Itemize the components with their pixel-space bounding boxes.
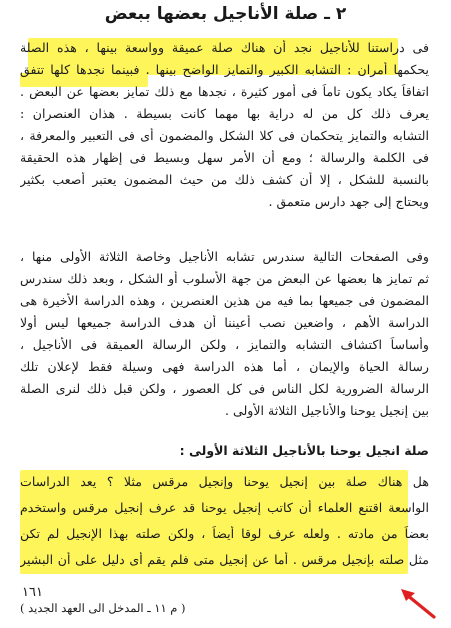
text-line: هل هناك صلة بين إنجيل يوحنا وإنجيل مرقس مثلا ؟ يعد الدراسات <box>20 474 429 489</box>
text-line: يعرف ذلك كل من له دراية بها مهما كانت بسيطة . هذان العنصران : <box>20 106 429 121</box>
text-line: المضمون فى جميعها بما فيه من هذين العنصرين ، وهذه الدراسة الأخيرة هى <box>20 293 429 308</box>
text-line: وأساساً اكتشاف التشابه والتمايز ، ولكن الرسالة العميقة فى الأناجيل ، <box>20 337 429 352</box>
section-subheading: صلة انجيل يوحنا بالأناجيل الثلاثة الأولى : <box>179 443 429 458</box>
text-line: بعضاً من مادته . ولعله عرف لوقا أيضاً ، ولكن صلته بهذا الإنجيل لم تكن <box>20 526 429 541</box>
text-line: بين إنجيل يوحنا والأناجيل الثلاثة الأولى . <box>224 403 429 418</box>
text-line: ثم تمايز ها بعضها عن البعض من جهة الأسلوب أو الشكل ، وبعد ذلك سندرس <box>20 271 429 286</box>
text-line: فى دراستنا للأناجيل نجد أن هناك صلة عميقة وواسعة بينها ، هذه الصلة <box>20 40 429 55</box>
text-line: فى الكلمة والرسالة ؛ ومع أن الأمر سهل وبسيط فى إظهار هذه الحقيقة <box>20 150 429 165</box>
footer-note: ( م ١١ ـ المدخل الى العهد الجديد ) <box>20 601 186 615</box>
page-title: ٢ ـ صلة الأناجيل بعضها ببعض <box>104 4 347 24</box>
text-line: اتفاقاً يكاد يكون تاماً فى أمور كثيرة ، نجدها مع ذلك تمايز بعضها عن البعض . <box>20 84 429 99</box>
text-line: الرسالة الضرورية لكل الناس فى كل العصور ، ولكن قبل ذلك لنرى الصلة <box>20 381 429 396</box>
text-line: رسالة الحياة والإيمان ، أما هذه الدراسة فهى وسيلة فقط لإعلان تلك <box>20 359 429 374</box>
text-line: بالنسبة للشكل ، إلا أن كشف ذلك من حيث المضمون يعتبر أصعب بكثير <box>20 172 429 187</box>
page-number: ١٦١ <box>22 585 43 600</box>
text-line: مثل صلته بإنجيل مرقس . أما عن إنجيل متى فلم يقم أى دليل على أن البشير <box>20 552 429 567</box>
text-line: يحكمها أمران : التشابه الكبير والتمايز الواضح بينها . فبينما نجدها كلها تتفق <box>20 62 429 77</box>
text-line: التشابه والتمايز يتحكمان فى كلا الشكل والمضمون أى فى التعبير والمعرفة ، <box>20 128 429 143</box>
text-line: الواسعة اقتنع العلماء أن كاتب إنجيل يوحنا قد عرف إنجيل مرقس واستخدم <box>20 500 429 515</box>
text-line: الدراسة الأهم ، واضعين نصب أعيننا أن هدف الدراسة جميعها ليس أولا <box>20 315 429 330</box>
text-line: ويحتاج إلى جهد دارس متعمق . <box>268 194 429 209</box>
text-line: وفى الصفحات التالية سندرس تشابه الأناجيل وخاصة الثلاثة الأولى منها ، <box>20 249 429 264</box>
red-arrow-icon <box>398 586 438 620</box>
